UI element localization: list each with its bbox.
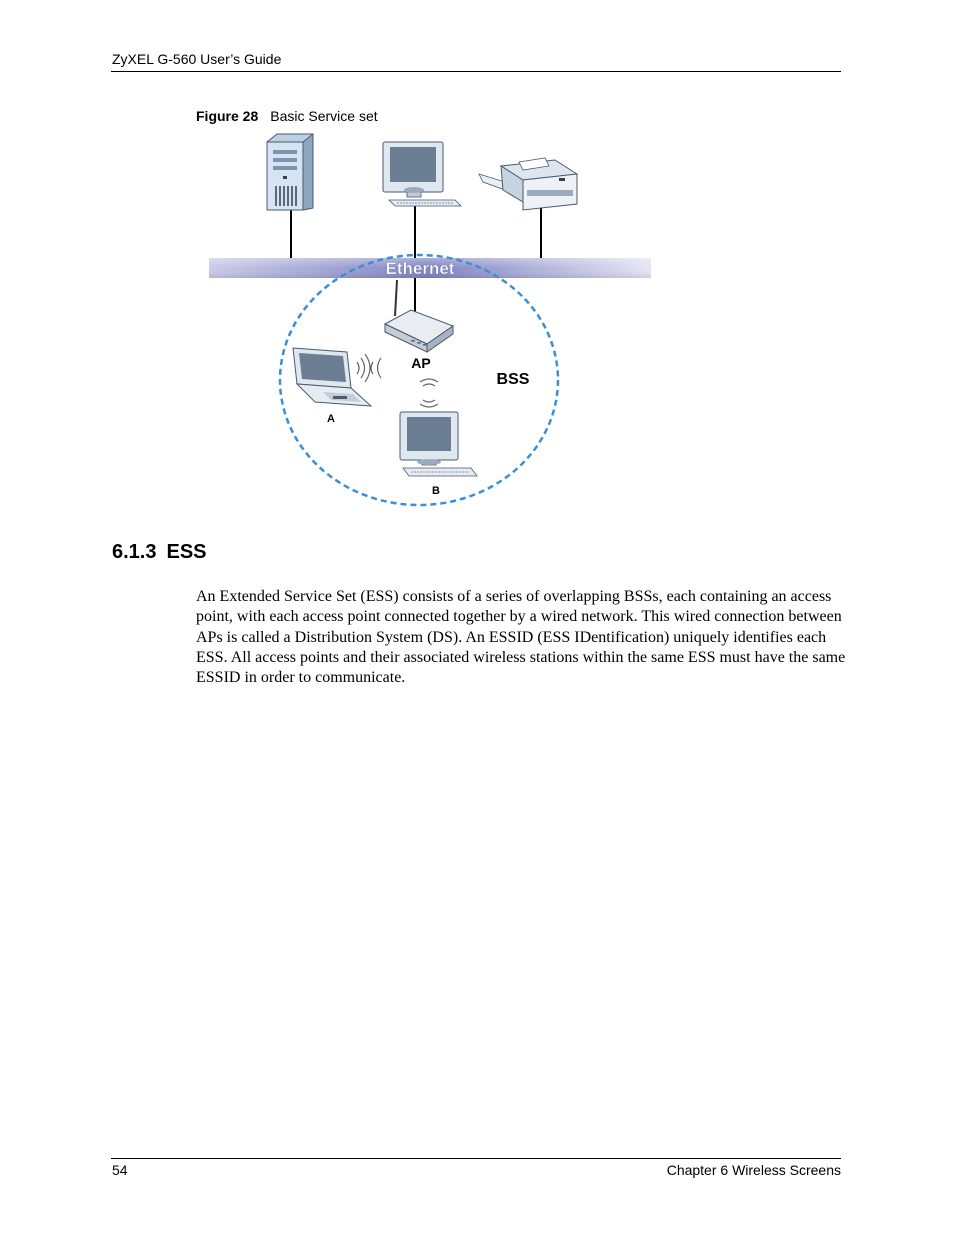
figure-caption (196, 108, 378, 124)
wireless-signal-icon (357, 354, 381, 382)
section-title: ESS (166, 541, 207, 563)
desktop-computer-icon (400, 412, 477, 476)
laptop-icon (293, 348, 371, 406)
running-header: ZyXEL G-560 User’s Guide (112, 51, 282, 67)
desktop-computer-icon (383, 142, 461, 206)
bss-diagram (205, 130, 655, 510)
header-rule (111, 71, 841, 72)
page-number: 54 (112, 1162, 128, 1178)
figure-title: Basic Service set (270, 108, 378, 124)
ethernet-bus (209, 258, 651, 278)
figure-number: Figure 28 (196, 108, 259, 124)
access-point-icon (385, 280, 453, 352)
section-number: 6.1.3 (112, 541, 157, 563)
ethernet-label: Ethernet (385, 259, 455, 278)
wireless-signal-icon (420, 379, 438, 407)
footer-rule (111, 1158, 841, 1159)
bss-label: BSS (496, 371, 530, 388)
station-a-label: A (327, 413, 335, 425)
section-heading (112, 541, 207, 564)
printer-icon (479, 158, 577, 210)
ess-paragraph: An Extended Service Set (ESS) consists of a series of overlapping BSSs, each containing an access point, with each access point connected together by a wired network. This wired connection between APs is called a Distribution System (DS). An ESSID (ESS IDentification) uniquely identifies each ESS. All access points and their associated wireless stations within the same ESS must have the same ESSID in order to communicate. (196, 588, 846, 687)
ap-label: AP (411, 355, 431, 371)
server-icon (267, 134, 313, 210)
station-b-label: B (432, 485, 440, 497)
chapter-title: Chapter 6 Wireless Screens (666, 1162, 841, 1178)
